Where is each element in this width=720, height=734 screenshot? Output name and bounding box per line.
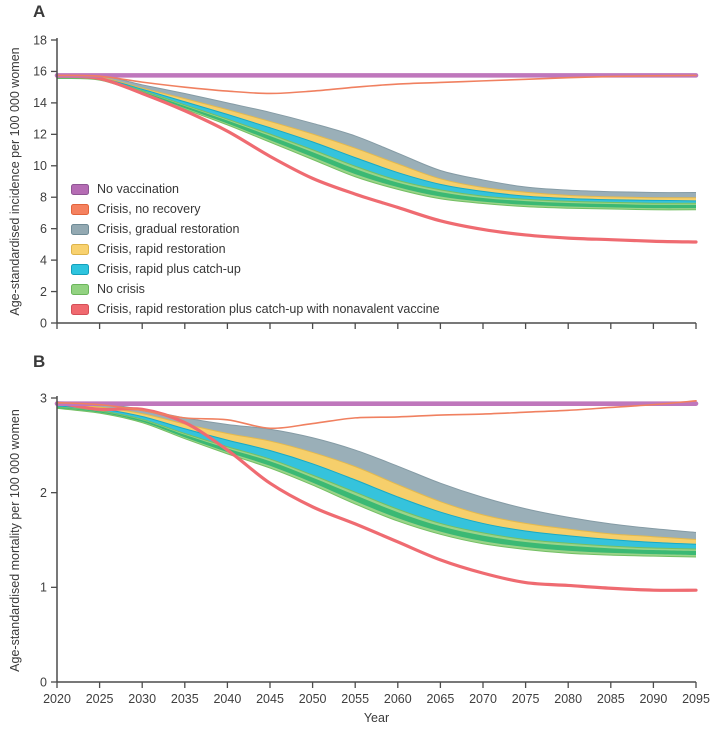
y-tick-label: 3 [40,391,47,406]
y-tick-label: 18 [33,33,47,48]
x-tick-label: 2025 [85,692,114,706]
legend-item-label: Crisis, rapid restoration [97,241,226,256]
x-tick-label: 2060 [383,692,412,706]
legend-item-label: Crisis, gradual restoration [97,221,240,236]
legend-item-no-crisis [71,279,440,299]
x-tick-label: 2065 [426,692,455,706]
legend-item-label: Crisis, rapid restoration plus catch-up with nonavalent vaccine [97,301,440,316]
y-tick-label: 1 [40,580,47,595]
x-tick-label: 2020 [43,692,71,706]
x-tick-label: 2075 [511,692,540,706]
legend-item-crisis-rapid-restoration [71,239,440,259]
x-tick-label: 2090 [639,692,668,706]
legend-item-label: No crisis [97,281,145,296]
legend-item-crisis-no-recovery [71,199,440,219]
x-tick-label: 2095 [682,692,710,706]
x-tick-label: 2040 [213,692,242,706]
y-tick-label: 10 [33,159,47,174]
nonavalent-vaccine-swatch-icon [71,304,89,315]
y-axis-title-incidence: Age-standardised incidence per 100 000 women [8,47,22,316]
no-vaccination-swatch-icon [71,184,89,195]
y-tick-label: 2 [40,284,47,299]
y-tick-label: 0 [40,316,47,331]
legend-item-no-vaccination [71,179,440,199]
no-crisis-swatch-icon [71,284,89,295]
y-tick-label: 0 [40,675,47,690]
y-tick-label: 4 [40,253,47,268]
y-tick-label: 8 [40,190,47,205]
x-axis-title-year: Year [363,711,390,725]
panel-b-label: B [33,352,46,371]
legend-item-label: Crisis, rapid plus catch-up [97,261,241,276]
y-tick-label: 6 [40,221,47,236]
legend-item-nonavalent-vaccine [71,299,440,319]
y-tick-label: 14 [33,96,47,111]
y-tick-label: 2 [40,485,47,500]
legend-item-label: No vaccination [97,181,179,196]
x-tick-label: 2080 [554,692,583,706]
x-tick-label: 2035 [170,692,199,706]
x-tick-label: 2030 [128,692,157,706]
x-tick-label: 2055 [341,692,370,706]
x-tick-label: 2045 [256,692,284,706]
legend-item-crisis-rapid-plus-catch-up [71,259,440,279]
crisis-gradual-restoration-swatch-icon [71,224,89,235]
legend-item-label: Crisis, no recovery [97,201,201,216]
crisis-rapid-plus-catch-up-swatch-icon [71,264,89,275]
y-tick-label: 12 [33,127,47,142]
legend-item-crisis-gradual-restoration [71,219,440,239]
crisis-rapid-restoration-swatch-icon [71,244,89,255]
x-tick-label: 2085 [596,692,625,706]
y-tick-label: 16 [33,64,47,79]
y-axis-title-mortality: Age-standardised mortality per 100 000 women [8,409,22,672]
x-tick-label: 2070 [469,692,497,706]
legend [71,179,440,319]
panel-a-label: A [33,2,46,21]
x-tick-label: 2050 [298,692,327,706]
crisis-no-recovery-swatch-icon [71,204,89,215]
